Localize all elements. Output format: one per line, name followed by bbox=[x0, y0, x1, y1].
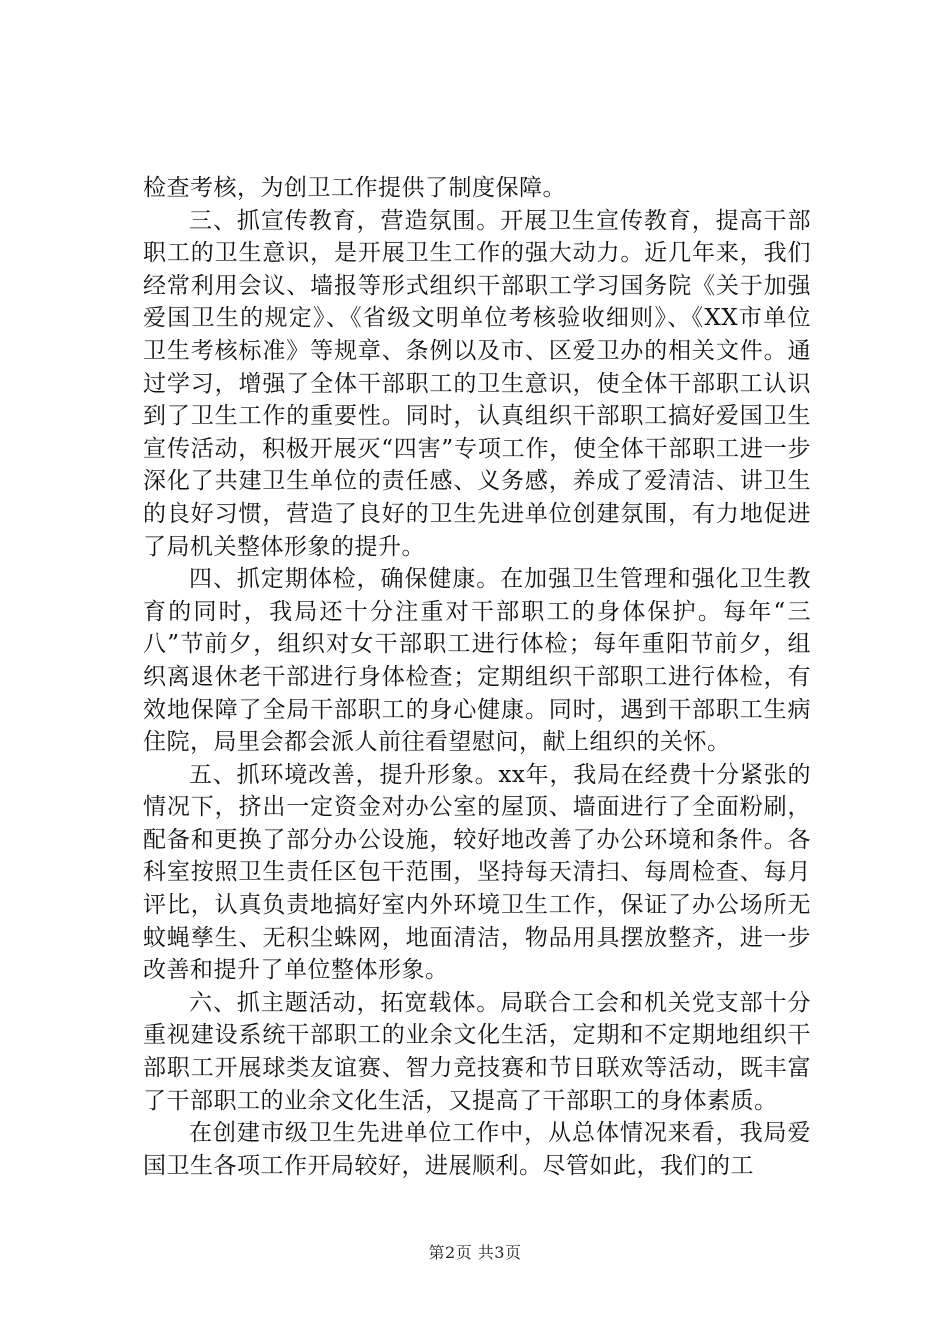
paragraph-environment-improvement: 五、抓环境改善，提升形象。xx年，我局在经费十分紧张的情况下，挤出一定资金对办公室的屋顶、墙面进行了全面粉刷，配备和更换了部分办公设施，较好地改善了办公环境和条件。各科室按照卫生责任区包干范围，坚持每天清扫、每周检查、每月评比，认真负责地搞好室内外环境卫生工作，保证了办公场所无蚊蝇孳生、无积尘蛛网，地面清洁，物品用具摆放整齐，进一步改善和提升了单位整体形象。 bbox=[143, 761, 811, 984]
document-body bbox=[143, 172, 811, 1182]
page-footer: 第2页 共3页 bbox=[428, 1243, 522, 1262]
paragraph-theme-activities: 六、抓主题活动，拓宽载体。局联合工会和机关党支部十分重视建设系统干部职工的业余文化生活，定期和不定期地组织干部职工开展球类友谊赛、智力竞技赛和节日联欢等活动，既丰富了干部职工的业余文化生活，又提高了干部职工的身体素质。 bbox=[143, 989, 811, 1114]
paragraph-summary: 在创建市级卫生先进单位工作中，从总体情况来看，我局爱国卫生各项工作开局较好，进展顺利。尽管如此，我们的工 bbox=[143, 1120, 811, 1179]
paragraph-publicity-education: 三、抓宣传教育，营造氛围。开展卫生宣传教育，提高干部职工的卫生意识，是开展卫生工作的强大动力。近几年来，我们经常利用会议、墙报等形式组织干部职工学习国务院《关于加强爱国卫生的规定》、《省级文明单位考核验收细则》、《XX市单位卫生考核标准》等规章、条例以及市、区爱卫办的相关文件。通过学习，增强了全体干部职工的卫生意识，使全体干部职工认识到了卫生工作的重要性。同时，认真组织干部职工搞好爱国卫生宣传活动，积极开展灭“四害”专项工作，使全体干部职工进一步深化了共建卫生单位的责任感、义务感，养成了爱清洁、讲卫生的良好习惯，营造了良好的卫生先进单位创建氛围，有力地促进了局机关整体形象的提升。 bbox=[143, 207, 811, 560]
paragraph-continuation: 检查考核，为创卫工作提供了制度保障。 bbox=[143, 175, 566, 201]
paragraph-health-checkup: 四、抓定期体检，确保健康。在加强卫生管理和强化卫生教育的同时，我局还十分注重对干部职工的身体保护。每年“三八”节前夕，组织对女干部职工进行体检；每年重阳节前夕，组织离退休老干部进行身体检查；定期组织干部职工进行体检，有效地保障了全局干部职工的身心健康。同时，遇到干部职工生病住院，局里会都会派人前往看望慰问，献上组织的关怀。 bbox=[143, 566, 811, 756]
